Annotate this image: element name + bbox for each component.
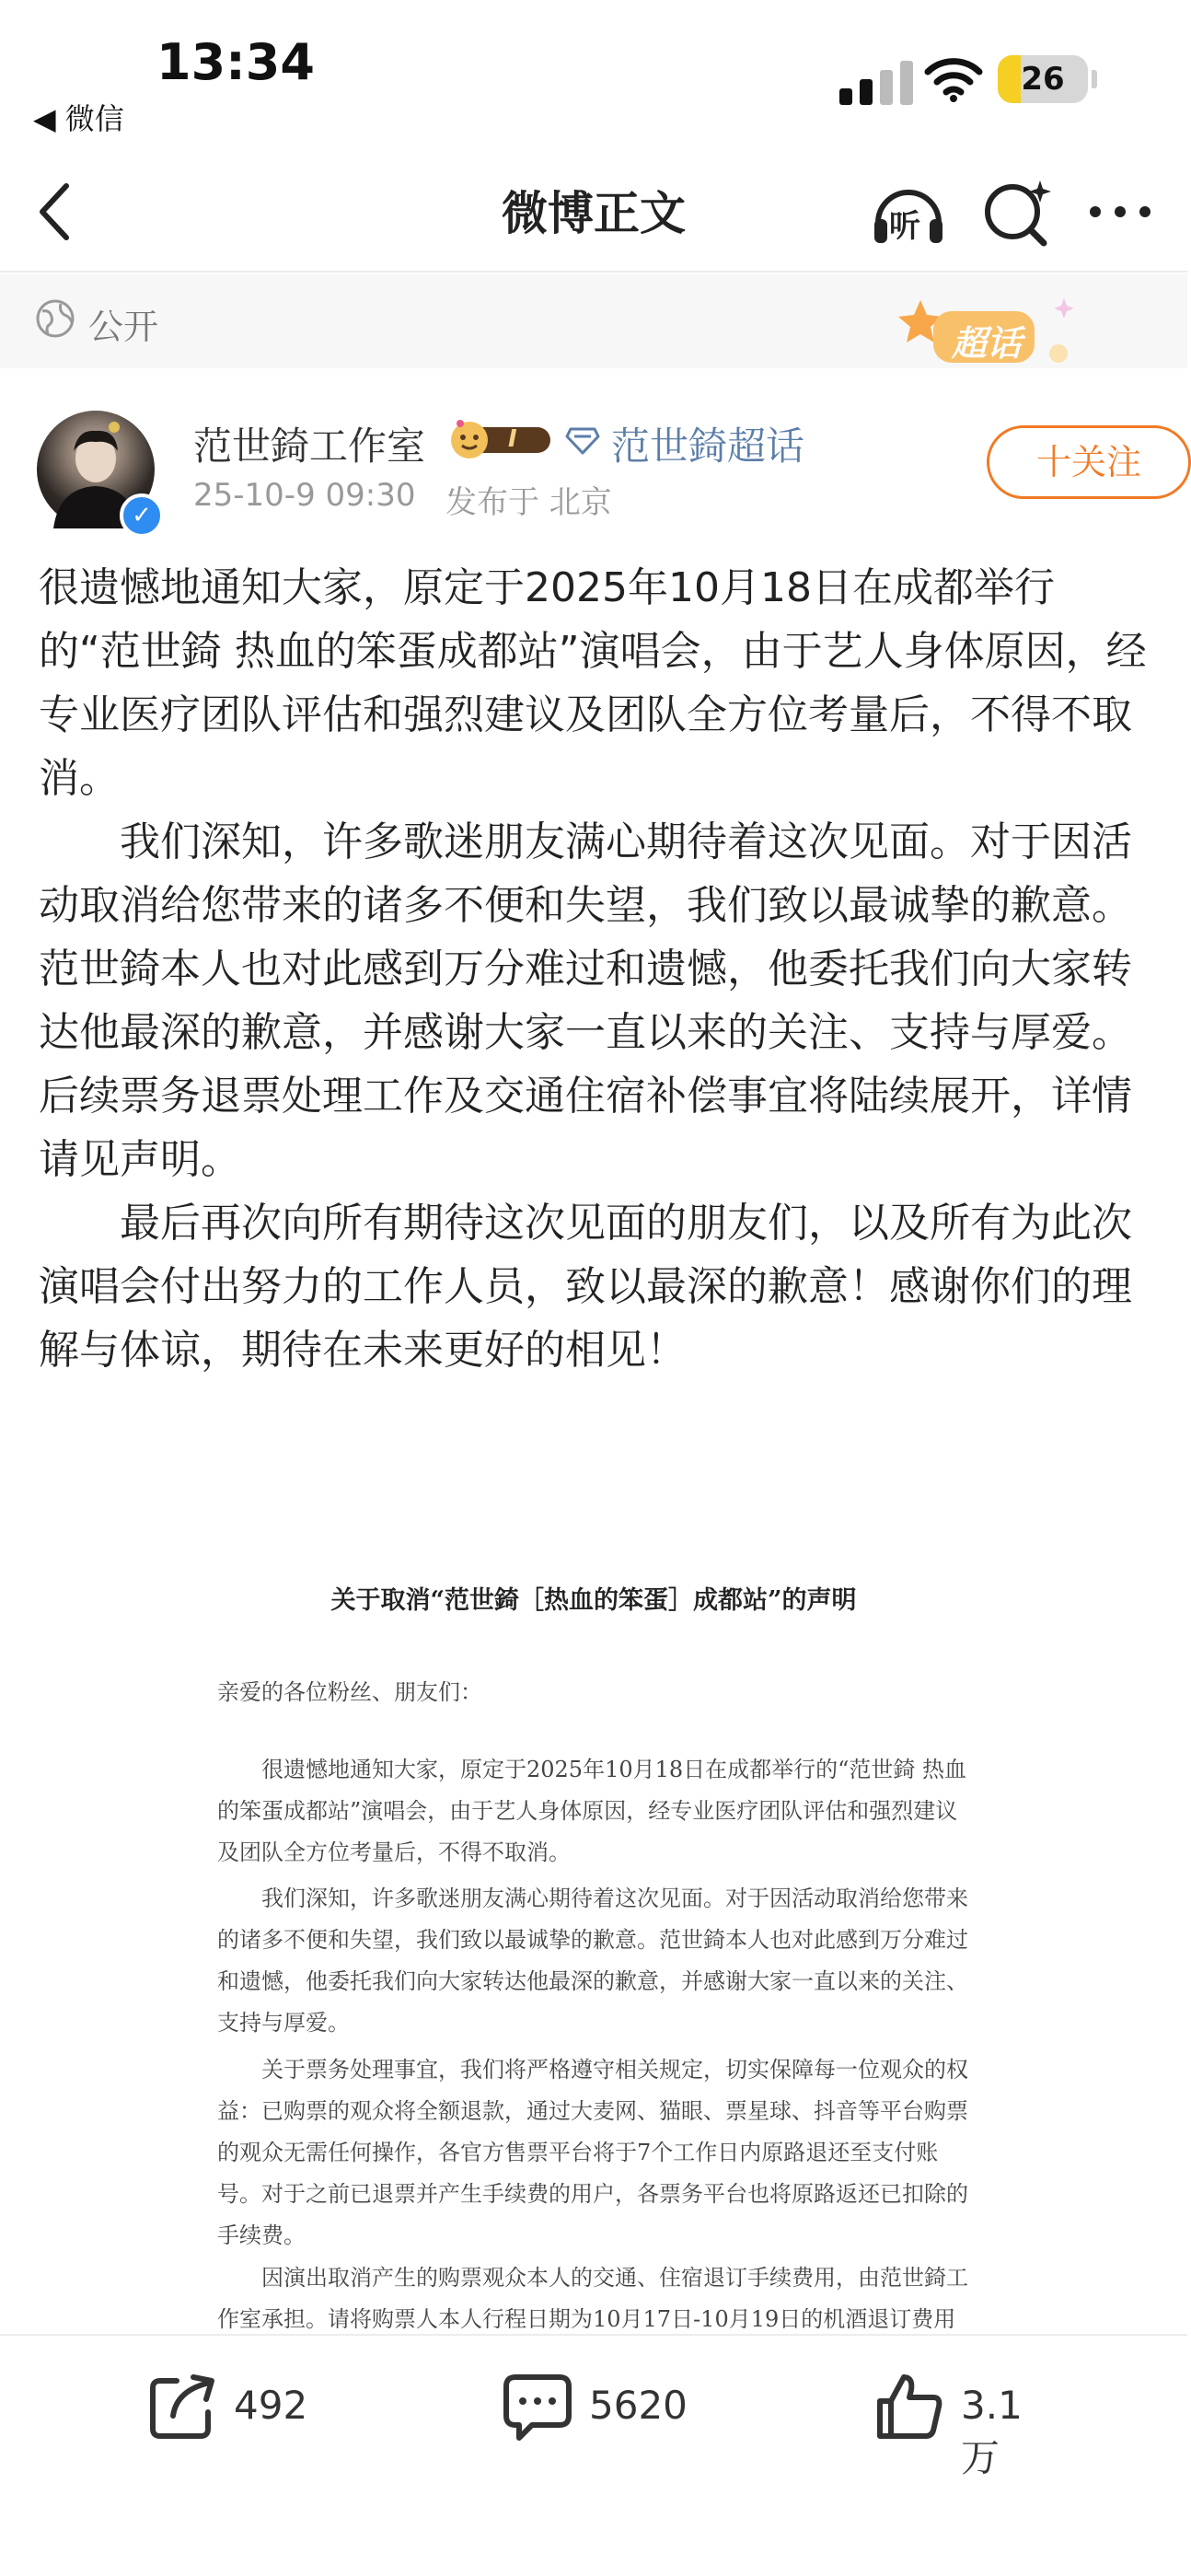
thumbs-up-icon bbox=[873, 2370, 946, 2443]
cellular-signal-icon bbox=[839, 61, 922, 105]
post-location: 发布于 北京 bbox=[445, 484, 612, 521]
fan-level-badge[interactable] bbox=[449, 420, 552, 460]
search-sparkle-icon[interactable] bbox=[979, 175, 1055, 250]
battery-nub bbox=[1092, 70, 1097, 88]
statement-paragraph: 关于票务处理事宜，我们将严格遵守相关规定，切实保障每一位观众的权益：已购票的观众将全额退款，通过大麦网、猫眼、票星球、抖音等平台购票的观众无需任何操作，各官方售票平台将于7个工作日内原路退还至支付账号。对于之前已退票并产生手续费的用户，各票务平台也将原路返还已扣除的手续费。 bbox=[217, 2057, 968, 2248]
fan-level-text: I bbox=[508, 425, 517, 453]
status-time: 13:34 bbox=[156, 33, 315, 91]
comment-count: 5620 bbox=[589, 2383, 688, 2428]
more-options-icon[interactable] bbox=[1082, 184, 1158, 239]
topic-link[interactable]: 范世錡超话 bbox=[611, 424, 805, 469]
statement-paragraph: 我们深知，许多歌迷朋友满心期待着这次见面。对于因活动取消给您带来的诸多不便和失望，我们致以最诚挚的歉意。范世錡本人也对此感到万分难过和遗憾，他委托我们向大家转达他最深的歉意，并感谢大家一直以来的关注、支持与厚爱。 bbox=[217, 1886, 968, 2036]
chaohua-badge[interactable] bbox=[902, 293, 1086, 377]
visibility-label: 公开 bbox=[88, 307, 159, 347]
statement-greeting: 亲爱的各位粉丝、朋友们： bbox=[217, 1679, 482, 1705]
post-time: 25-10-9 09:30 bbox=[193, 477, 416, 514]
post-paragraph: 我们深知，许多歌迷朋友满心期待着这次见面。对于因活动取消给您带来的诸多不便和失望，我们致以最诚挚的歉意。范世錡本人也对此感到万分难过和遗憾，他委托我们向大家转达他最深的歉意，并感谢大家一直以来的关注、支持与厚爱。后续票务退票处理工作及交通住宿补偿事宜将陆续展开，详情请见声明。 bbox=[39, 818, 1132, 1183]
statement-title: 关于取消“范世錡［热血的笨蛋］成都站”的声明 bbox=[330, 1586, 857, 1615]
listen-button[interactable] bbox=[869, 173, 948, 252]
chaohua-label: 超话 bbox=[952, 323, 1023, 364]
globe-icon bbox=[35, 298, 75, 339]
post-paragraph: 最后再次向所有期待这次见面的朋友们，以及所有为此次演唱会付出努力的工作人员，致以最深的歉意！感谢你们的理解与体谅，期待在未来更好的相见！ bbox=[39, 1200, 1132, 1374]
back-to-wechat-link[interactable]: ◀ 微信 bbox=[33, 101, 124, 136]
statement-image[interactable] bbox=[0, 1436, 1187, 2334]
comment-icon bbox=[501, 2370, 574, 2443]
follow-button[interactable]: 十关注 bbox=[987, 425, 1191, 499]
diamond-icon bbox=[565, 425, 600, 455]
statement-paragraph: 因演出取消产生的购票观众本人的交通、住宿退订手续费用，由范世錡工作室承担。请将购票人本人行程日期为10月17日-10月19日的机酒退订费用 bbox=[217, 2265, 968, 2332]
verified-icon: ✓ bbox=[120, 493, 164, 538]
post-body bbox=[39, 556, 1152, 1382]
share-icon bbox=[145, 2370, 219, 2443]
fan-badge-icon bbox=[449, 420, 552, 460]
listen-label: 听 bbox=[889, 208, 920, 245]
post-paragraph: 很遗憾地通知大家，原定于2025年10月18日在成都举行的“范世錡 热血的笨蛋成都站”演唱会，由于艺人身体原因，经专业医疗团队评估和强烈建议及团队全方位考量后，不得不取消。 bbox=[39, 564, 1147, 802]
wifi-icon bbox=[924, 55, 983, 103]
repost-count: 492 bbox=[234, 2383, 308, 2428]
author-name[interactable]: 范世錡工作室 bbox=[193, 424, 426, 469]
like-count: 3.1万 bbox=[961, 2383, 1023, 2480]
battery-percent: 26 bbox=[1021, 61, 1065, 98]
page-title: 微博正文 bbox=[502, 187, 686, 240]
battery-indicator bbox=[998, 55, 1088, 103]
statement-paragraph: 很遗憾地通知大家，原定于2025年10月18日在成都举行的“范世錡 热血的笨蛋成都站”演唱会，由于艺人身体原因，经专业医疗团队评估和强烈建议及团队全方位考量后，不得不取消。 bbox=[217, 1757, 967, 1865]
